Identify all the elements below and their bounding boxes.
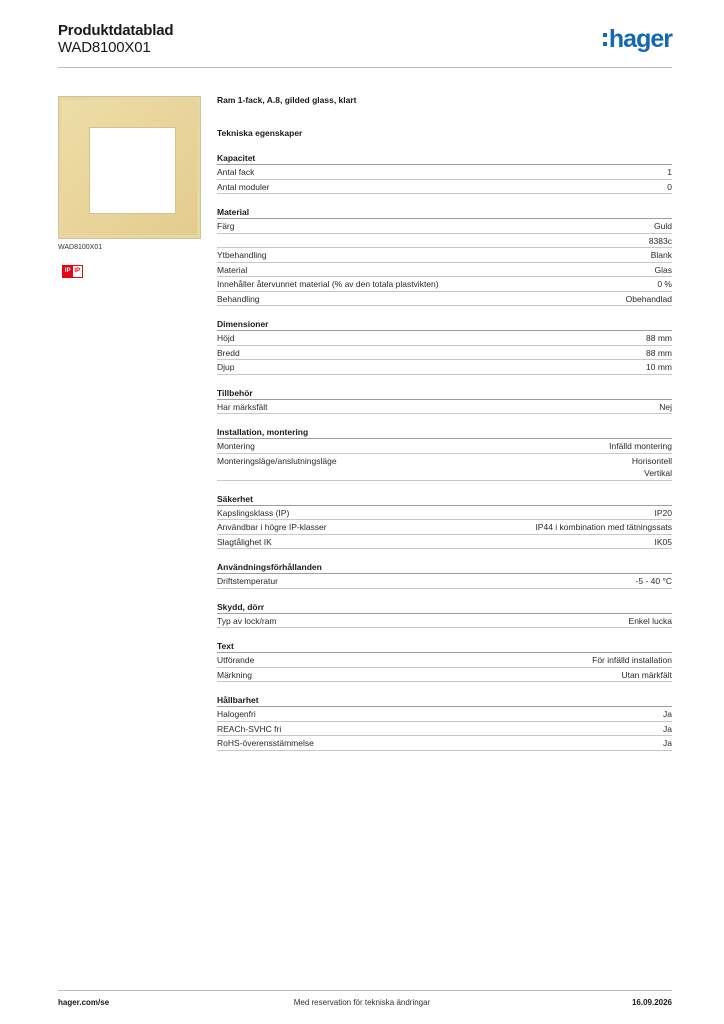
frame-glass (62, 100, 197, 235)
section-title: Tillbehör (217, 387, 672, 400)
spec-value (629, 614, 672, 628)
spec-value (667, 165, 672, 179)
spec-value-line: Infälld montering (609, 441, 672, 451)
section-title: Installation, montering (217, 426, 672, 439)
spec-section (217, 318, 672, 375)
spec-value-line: Horisontell (631, 455, 672, 466)
spec-row (217, 574, 672, 589)
section-title: Dimensioner (217, 318, 672, 331)
spec-label: Slagtålighet IK (217, 536, 272, 547)
product-image-caption: WAD8100X01 (58, 244, 103, 251)
logo-colon-icon (603, 33, 607, 46)
spec-label: Kapslingsklass (IP) (217, 507, 290, 518)
spec-value (592, 653, 672, 667)
spec-row (217, 346, 672, 361)
spec-value (651, 248, 672, 262)
spec-row (217, 219, 672, 234)
spec-row (217, 263, 672, 278)
spec-label: REACh-SVHC fri (217, 723, 282, 734)
spec-row (217, 248, 672, 263)
logo-text: hager (608, 25, 672, 53)
spec-value-line: IK05 (654, 536, 672, 547)
spec-section (217, 152, 672, 194)
spec-value-line: 88 mm (646, 347, 672, 358)
spec-value (655, 506, 673, 520)
spec-label: Antal fack (217, 167, 255, 177)
product-title: Ram 1-fack, A.8, gilded glass, klart (217, 95, 357, 105)
spec-value (609, 439, 672, 453)
spec-value-line: 8383c (648, 235, 672, 246)
spec-value (657, 277, 672, 291)
spec-row (217, 614, 672, 629)
spec-value-line: Blank (650, 250, 672, 260)
spec-label: Färg (217, 221, 235, 231)
spec-label: Montering (217, 441, 255, 451)
spec-value (667, 180, 672, 194)
spec-value-line: Nej (659, 401, 672, 412)
spec-value-line: 0 % (657, 279, 672, 289)
spec-row (217, 736, 672, 751)
spec-label: RoHS-överensstämmelse (217, 738, 314, 748)
spec-section (217, 493, 672, 550)
spec-row (217, 668, 672, 683)
spec-row (217, 454, 672, 481)
frame-opening (89, 127, 176, 214)
spec-label: Djup (217, 362, 235, 372)
ip-badge-icon (62, 265, 83, 278)
spec-value-line: -5 - 40 °C (635, 576, 672, 586)
spec-label (217, 234, 649, 248)
ip-badge-left: IP (64, 268, 71, 274)
spec-label: Utförande (217, 655, 255, 665)
footer-date: 16.09.2026 (631, 998, 672, 1007)
spec-label: Höjd (217, 333, 235, 343)
spec-value-line: Enkel lucka (628, 615, 672, 626)
spec-section (217, 640, 672, 682)
spec-label: Material (217, 264, 248, 275)
spec-label: Ytbehandling (217, 250, 267, 260)
spec-label: Har märksfält (217, 401, 268, 412)
spec-label: Halogenfri (217, 709, 256, 719)
section-title: Hållbarhet (217, 694, 672, 707)
product-image (58, 96, 201, 239)
section-title: Säkerhet (217, 493, 672, 506)
section-title: Material (217, 206, 672, 219)
spec-label: Typ av lock/ram (217, 615, 277, 626)
spec-value (663, 736, 672, 750)
spec-label: Användbar i högre IP-klasser (217, 522, 327, 532)
spec-content (217, 95, 672, 751)
spec-value (655, 263, 672, 277)
spec-value (655, 535, 673, 549)
spec-sections (217, 152, 672, 751)
spec-value (646, 331, 672, 345)
spec-section (217, 694, 672, 751)
spec-row (217, 331, 672, 346)
section-title: Användningsförhållanden (217, 561, 672, 574)
spec-row (217, 180, 672, 195)
spec-value-line: Ja (663, 709, 672, 719)
spec-value-line: 0 (667, 181, 672, 192)
spec-row (217, 722, 672, 737)
spec-value (626, 292, 672, 306)
spec-value-line: Guld (654, 221, 672, 231)
spec-value-line: Ja (663, 738, 672, 748)
spec-row (217, 506, 672, 521)
spec-row (217, 292, 672, 307)
spec-value-line: 88 mm (646, 333, 672, 343)
spec-value (654, 219, 672, 233)
spec-row (217, 653, 672, 668)
spec-row (217, 360, 672, 375)
spec-row (217, 520, 672, 535)
spec-value (621, 668, 672, 682)
spec-label: Antal moduler (217, 181, 270, 192)
spec-value-line: Obehandlad (625, 293, 672, 304)
spec-row (217, 400, 672, 415)
spec-value (535, 520, 672, 534)
spec-label: Innehåller återvunnet material (% av den totala plastvikten) (217, 279, 439, 289)
spec-value (646, 360, 672, 374)
hager-logo (603, 27, 672, 52)
spec-value-line: IP44 i kombination med tätningssats (535, 522, 672, 532)
spec-label: Behandling (217, 293, 260, 304)
spec-label: Märkning (217, 669, 252, 680)
spec-value-line: 10 mm (646, 362, 672, 372)
spec-value (632, 454, 672, 480)
spec-value (663, 707, 672, 721)
spec-value-line: IP20 (654, 507, 672, 518)
spec-section (217, 561, 672, 589)
spec-value (646, 346, 672, 360)
spec-value-line: Glas (654, 264, 672, 275)
spec-row (217, 707, 672, 722)
spec-value (636, 574, 672, 588)
spec-section (217, 387, 672, 415)
header-title: Produktdatablad (58, 22, 174, 39)
spec-row (217, 165, 672, 180)
spec-value-line: För infälld installation (592, 655, 672, 665)
spec-value-line: Ja (663, 723, 672, 734)
spec-value (649, 234, 672, 248)
spec-label: Bredd (217, 347, 240, 358)
ip-badge-right: IP (73, 266, 83, 277)
spec-label: Monteringsläge/anslutningsläge (217, 455, 337, 466)
header-product-code: WAD8100X01 (58, 39, 151, 56)
spec-value-line: Utan märkfält (621, 669, 672, 680)
spec-row (217, 535, 672, 550)
spec-row (217, 439, 672, 454)
spec-value-line: Vertikal (644, 467, 672, 478)
spec-section (217, 426, 672, 481)
section-title: Kapacitet (217, 152, 672, 165)
spec-label: Driftstemperatur (217, 576, 278, 586)
spec-value (659, 400, 672, 414)
header-divider (58, 67, 672, 68)
footer-divider (58, 990, 672, 991)
spec-section (217, 601, 672, 629)
section-title: Skydd, dörr (217, 601, 672, 614)
spec-row (217, 234, 672, 249)
footer-website: hager.com/se (58, 998, 110, 1007)
footer-disclaimer: Med reservation för tekniska ändringar (293, 998, 431, 1007)
spec-value (663, 722, 672, 736)
section-title: Text (217, 640, 672, 653)
tech-heading: Tekniska egenskaper (217, 128, 303, 138)
spec-row (217, 277, 672, 292)
spec-value-line: 1 (667, 167, 672, 177)
spec-section (217, 206, 672, 306)
